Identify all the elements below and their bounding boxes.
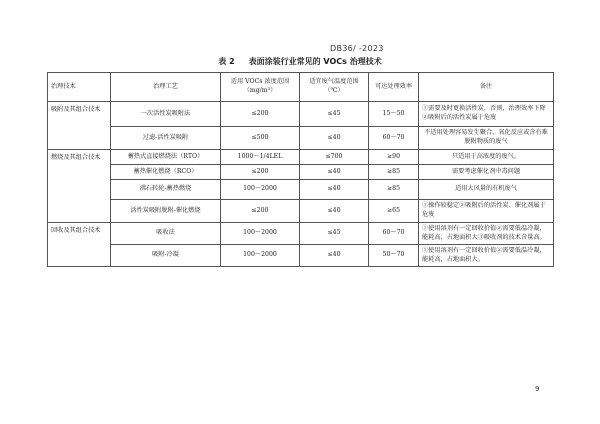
table-header-row xyxy=(48,73,554,102)
table-row xyxy=(48,245,554,267)
cell-process: 蓄热式直接燃烧法（RTO） xyxy=(111,150,221,165)
cell-concentration: ≤200 xyxy=(221,165,300,180)
cell-concentration: 100～2000 xyxy=(221,180,300,200)
cell-efficiency: 15～50 xyxy=(369,102,419,127)
header-efficiency: 可达处理效率 xyxy=(369,73,419,102)
table-row xyxy=(48,200,554,223)
cell-remarks: ①操作较稳定②吸附后的活性炭、催化剂属于危废 xyxy=(419,200,554,223)
table-row xyxy=(48,102,554,127)
cell-temperature: ≤45 xyxy=(300,102,369,127)
table-row xyxy=(48,223,554,245)
cell-efficiency: ≥85 xyxy=(369,180,419,200)
cell-process: 过滤-活性炭吸附 xyxy=(111,127,221,150)
cell-efficiency: ≥90 xyxy=(369,150,419,165)
header-concentration: 适用 VOCs 浓度范围（mg/m³） xyxy=(221,73,300,102)
cell-process: 活性炭吸附脱附-催化燃烧 xyxy=(111,200,221,223)
header-process: 治理工艺 xyxy=(111,73,221,102)
page-number: 9 xyxy=(535,385,540,393)
cell-efficiency: ≥65 xyxy=(369,200,419,223)
group-combustion: 燃烧及其组合技术 xyxy=(48,150,111,223)
voc-treatment-table xyxy=(47,72,554,267)
cell-process: 吸收法 xyxy=(111,223,221,245)
group-adsorption: 吸附及其组合技术 xyxy=(48,102,111,150)
cell-temperature: ≤700 xyxy=(300,150,369,165)
cell-process: 蓄热催化燃烧（RCO） xyxy=(111,165,221,180)
table-caption-number: 表 2 xyxy=(218,57,235,66)
cell-remarks: ①使用溶剂有一定回收价值②需要低温冷凝，能耗高，占地面积大。 xyxy=(419,245,554,267)
cell-remarks: 需要考虑催化剂中毒问题 xyxy=(419,165,554,180)
cell-process: 沸石转轮-蓄热燃烧 xyxy=(111,180,221,200)
cell-process: 一次活性炭吸附法 xyxy=(111,102,221,127)
header-remarks: 备注 xyxy=(419,73,554,102)
header-temperature: 适宜废气温度范围（℃） xyxy=(300,73,369,102)
cell-concentration: ≤500 xyxy=(221,127,300,150)
table-row xyxy=(48,127,554,150)
cell-temperature: ≤40 xyxy=(300,245,369,267)
cell-temperature: ≤40 xyxy=(300,180,369,200)
cell-remarks: ①使用溶剂有一定回收价值②需要低温冷凝，能耗高，占地面积大③吸收剂的技术含量高。 xyxy=(419,223,554,245)
cell-temperature: ≤40 xyxy=(300,165,369,180)
group-recovery: 回收及其组合技术 xyxy=(48,223,111,267)
cell-concentration: ≤200 xyxy=(221,200,300,223)
cell-efficiency: 50～70 xyxy=(369,245,419,267)
cell-temperature: ≤40 xyxy=(300,200,369,223)
cell-temperature: ≤45 xyxy=(300,223,369,245)
cell-concentration: 100～2000 xyxy=(221,223,300,245)
cell-concentration: 100～2000 xyxy=(221,245,300,267)
table-caption-title: 表面涂装行业常见的 VOCs 治理技术 xyxy=(248,57,382,66)
cell-remarks: ①需要及时更换活性炭，否则，治理效率下降②吸附后的活性炭属于危废 xyxy=(419,102,554,127)
cell-temperature: ≤40 xyxy=(300,127,369,150)
table-row xyxy=(48,150,554,165)
cell-concentration: ≤200 xyxy=(221,102,300,127)
table-row xyxy=(48,180,554,200)
header-category: 治理技术 xyxy=(48,73,111,102)
cell-remarks: 不适用处理容易发生聚合、氧化反应或含有难脱附物质的废气 xyxy=(419,127,554,150)
cell-efficiency: ≥85 xyxy=(369,165,419,180)
cell-concentration: 1000～1/4LEL xyxy=(221,150,300,165)
cell-process: 吸附-冷凝 xyxy=(111,245,221,267)
standard-number: DB36/ -2023 xyxy=(330,44,384,53)
table-row xyxy=(48,165,554,180)
cell-efficiency: 60～70 xyxy=(369,127,419,150)
cell-remarks: 适用大风量的有机废气 xyxy=(419,180,554,200)
table-caption xyxy=(0,56,600,67)
cell-remarks: 只适用于高浓度的废气。 xyxy=(419,150,554,165)
cell-efficiency: 60～70 xyxy=(369,223,419,245)
